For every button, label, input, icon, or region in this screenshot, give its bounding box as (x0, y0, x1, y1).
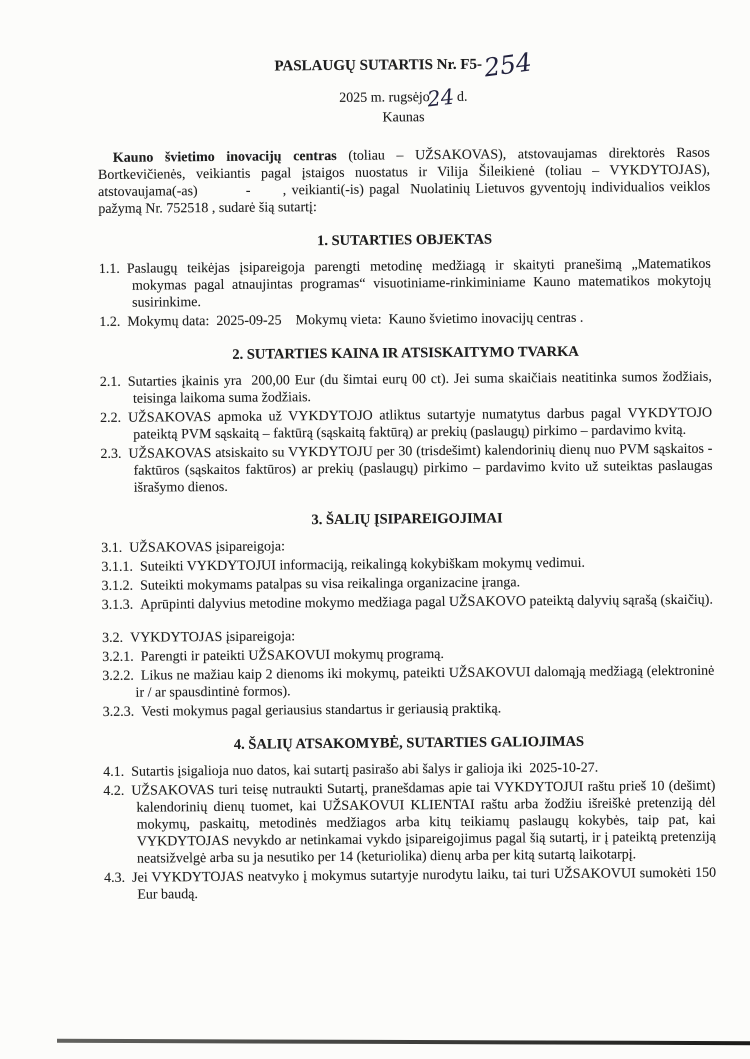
section-heading-4: 4. ŠALIŲ ATSAKOMYBĖ, SUTARTIES GALIOJIMAS (233, 733, 585, 753)
clause-number: 3.2.2. (102, 668, 134, 684)
clause-number: 4.1. (103, 764, 125, 780)
clause-text: Mokymų data: 2025-09-25 Mokymų vieta: Kauno švietimo inovacijų centras . (127, 310, 584, 330)
clause-1-1 (99, 256, 711, 312)
clause-text: Suteikti mokymams patalpas su visa reikalinga organizacine įranga. (140, 575, 521, 594)
buyer-name: Kauno švietimo inovacijų centras (112, 148, 337, 166)
clause-number: 3.2.1. (102, 649, 134, 665)
section-2 (100, 343, 713, 497)
clause-text: VYKDYTOJAS įsipareigoja: (129, 629, 296, 646)
clause-text: UŽSAKOVAS atsiskaito su VYKDYTOJU per 30 (trisdešimt) kalendorinių dienų nuo PVM sąskaitos - faktūros (sąskaitos faktūros) ar prekių (paslaugų) pirkimo – pardavimo kvito už suteiktas paslaugas išrašymo dienos. (128, 441, 713, 496)
clause-1-2 (99, 309, 711, 331)
clause-2-1 (100, 369, 712, 408)
clause-text: Parengti ir pateikti UŽSAKOVUI mokymų programą. (140, 646, 445, 665)
clause-text: Suteikti VYKDYTOJUI informaciją, reikalingą kokybiškam mokymų vedimui. (139, 555, 586, 575)
clause-number: 3.2.3. (102, 704, 135, 720)
clause-number: 1.2. (99, 314, 121, 330)
clause-number: 4.2. (103, 783, 125, 799)
preamble-text: (toliau – UŽSAKOVAS), atstovaujamas direktorės Rasos Bortkevičienės, veikiantis pagal įstaigos nuostatus ir Vilija Šileikienė (toliau – VYKDYTOJAS), atstovaujama(-as) - , veikianti(-is) pagal Nuolatinių Lietuvos gyventojų individualios veiklos pažymą Nr. 752518 , sudarė šią sutartį: (97, 145, 711, 217)
clause-text: Jei VYKDYTOJAS neatvyko į mokymus sutartyje nurodytu laiku, tai turi UŽSAKOVUI sumokėti 150 Eur baudą. (132, 865, 717, 903)
clause-number: 3.1.2. (101, 578, 134, 594)
clause-text: Sutartis įsigalioja nuo datos, kai sutartį pasirašo abi šalys ir galioja iki 2025-10-27. (131, 760, 599, 780)
section-heading-1: 1. SUTARTIES OBJEKTAS (317, 231, 493, 250)
handwritten-day: 24 (426, 84, 456, 112)
section-4 (103, 733, 716, 904)
contract-title (97, 47, 709, 83)
clause-text: Sutarties įkainis yra 200,00 Eur (du šimtai eurų 00 ct). Jei suma skaičiais neatitinka sumos žodžiais, teisinga laikoma suma žodžiais. (127, 369, 712, 407)
city-label: Kaunas (382, 110, 425, 126)
handwritten-contract-number: 254 (482, 47, 534, 83)
clause-text: Aprūpinti dalyvius metodine mokymo medžiaga pagal UŽSAKOVO pateiktą dalyvių sąrašą (skaičių). (140, 592, 714, 613)
clause-number: 3.2. (101, 630, 124, 646)
clause-2-3 (100, 441, 712, 497)
section-heading-2: 2. SUTARTIES KAINA IR ATSISKAITYMO TVARKA (232, 343, 579, 363)
clause-number: 2.3. (100, 446, 122, 462)
section-1 (99, 230, 712, 331)
clause-text: UŽSAKOVAS apmoka už VYKDYTOJO atliktus sutartyje numatytus darbus pagal VYKDYTOJO pateiktą PVM sąskaitą – faktūrą (sąskaitą faktūrą) ar prekių (paslaugų) pirkimo – pardavimo kvitą. (128, 405, 713, 443)
clause-text: UŽSAKOVAS įsipareigoja: (129, 539, 286, 556)
clause-4-2 (103, 778, 716, 868)
clause-3-1-3 (102, 592, 714, 614)
preamble (98, 145, 711, 218)
clause-2-2 (100, 405, 712, 444)
date-suffix: d. (453, 89, 468, 105)
section-3 (101, 509, 715, 721)
clause-3-2-3 (103, 699, 715, 721)
contract-title-text: PASLAUGŲ SUTARTIS Nr. F5- (274, 56, 483, 75)
clause-text: UŽSAKOVAS turi teisę nutraukti Sutartį, pranešdamas apie tai VYKDYTOJUI raštu prieš 10 (dešimt) kalendorinių dienų tuomet, kai UŽSAKOVUI KLIENTAI raštu arba žodžiu išreiškė pretenziją dėl mokymų, paskaitų, metodinės medžiagos arba kitų teikiamų paslaugų kokybės, taip pat, kai VYKDYTOJAS nevykdo ar netinkamai vykdo įsipareigojimus pagal šią sutartį, ir į pateiktą pretenziją neatsižvelgė arba su ja nesutiko per 14 (keturiolika) dienų arba per kitą sutartą laikotarpį. (131, 778, 716, 867)
document-content (97, 47, 717, 906)
date-prefix: 2025 m. rugsėjo (339, 90, 430, 106)
clause-number: 3.1. (101, 540, 123, 556)
clause-text: Paslaugų teikėjas įsipareigoja parengti metodinę medžiagą ir skaityti pranešimą „Matematikos mokymas pagal atnaujintas programas“ visuotiniame-rinkiminiame Kauno matematikos mokytojų susirinkime. (126, 256, 712, 311)
clause-number: 3.1.3. (101, 597, 134, 613)
clause-number: 1.1. (98, 261, 120, 277)
clause-number: 4.3. (104, 870, 126, 886)
clause-4-3 (104, 865, 716, 904)
clause-number: 2.2. (100, 410, 122, 426)
clause-text: Likus ne mažiau kaip 2 dienoms iki mokymų, pateikti UŽSAKOVUI dalomąją medžiagą (elektroninė ir / ar spausdintinė formos). (135, 663, 715, 701)
scan-edge-artifact (57, 1039, 750, 1045)
clause-3-2-2 (102, 663, 714, 702)
clause-number: 2.1. (99, 374, 121, 390)
section-heading-3: 3. ŠALIŲ ĮSIPAREIGOJIMAI (311, 510, 503, 529)
clause-number: 3.1.1. (101, 559, 133, 575)
clause-text: Vesti mokymus pagal geriausius standartus ir geriausią praktiką. (141, 701, 502, 720)
